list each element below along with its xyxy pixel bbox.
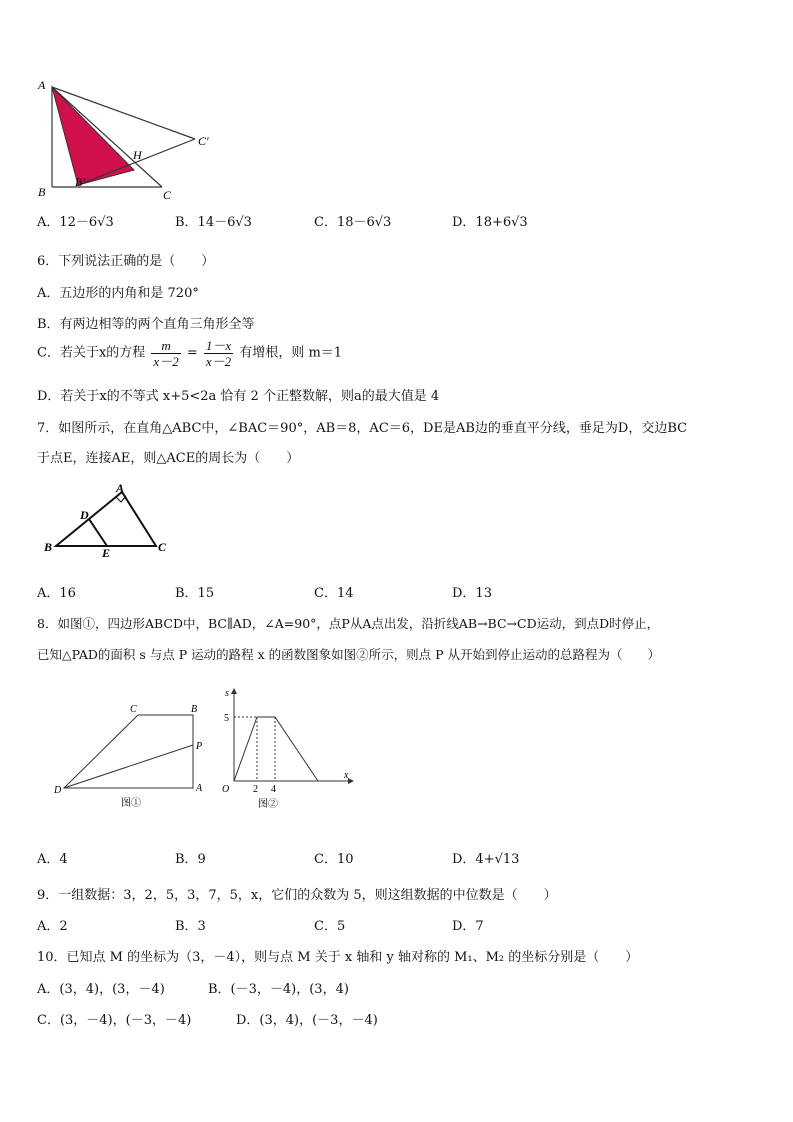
q6-frac1-den: x－2	[153, 354, 179, 369]
q6-option-a: A．五边形的内角和是 720°	[37, 286, 199, 301]
q6-frac1-num: m	[151, 338, 180, 354]
q5-option-a: A．12－6√3	[37, 215, 114, 230]
q8-fig1-label-P: P	[196, 741, 203, 752]
q6-option-b: B．有两边相等的两个直角三角形全等	[37, 317, 255, 332]
q5-option-d: D．18+6√3	[452, 215, 528, 230]
q8-option-a: A．4	[37, 852, 68, 867]
q8-fig2-tick-2: 2	[253, 784, 258, 795]
q6-fraction-2	[204, 338, 233, 369]
q7-option-a: A．16	[37, 586, 76, 601]
q6-fraction-1	[151, 338, 180, 369]
q8-option-d: D．4+√13	[452, 852, 520, 867]
q7-option-b: B．15	[175, 586, 215, 601]
q6-stem: 6．下列说法正确的是（ ）	[37, 254, 215, 269]
q9-option-a: A．2	[37, 919, 68, 934]
q7-label-B: B	[44, 540, 53, 554]
q8-fig1-label-C: C	[130, 704, 137, 715]
q8-fig2-origin: O	[222, 784, 230, 795]
q7-label-E: E	[102, 546, 111, 558]
q8-stem-line2: 已知△PAD的面积 s 与点 P 运动的路程 x 的函数图象如图②所示，则点 P 从开始到停止运动的总路程为（ ）	[37, 647, 660, 662]
q10-option-c: C．(3，－4)，(－3，－4)	[37, 1013, 192, 1028]
q8-figure-2	[220, 686, 360, 816]
q5-label-Bprime: B′	[75, 175, 85, 189]
q5-option-c: C．18－6√3	[314, 215, 392, 230]
q8-option-c: C．10	[314, 852, 354, 867]
q6-option-c-pre: C．若关于x的方程	[37, 345, 146, 361]
q5-label-H: H	[133, 148, 142, 162]
q7-option-c: C．14	[314, 586, 354, 601]
q8-fig1-label-B: B	[191, 704, 198, 715]
q6-option-c	[37, 338, 342, 369]
q8-fig2-caption: 图②	[258, 799, 278, 810]
q7-label-A: A	[116, 481, 125, 495]
q5-label-C: C	[163, 188, 172, 202]
q8-fig2-axis-x: x	[344, 770, 349, 781]
q6-option-d: D．若关于x的不等式 x+5<2a 恰有 2 个正整数解，则a的最大值是 4	[37, 389, 440, 404]
q10-option-a: A．(3，4)，(3，－4)	[37, 982, 165, 997]
q9-option-d: D．7	[452, 919, 484, 934]
q8-fig2-axis-s: s	[225, 688, 229, 699]
q7-label-D: D	[80, 508, 89, 522]
q5-label-A: A	[38, 78, 46, 92]
q8-fig1-label-A: A	[196, 783, 203, 794]
q5-label-B: B	[38, 185, 46, 199]
q8-fig2-tick-5: 5	[224, 713, 229, 724]
q9-option-c: C．5	[314, 919, 346, 934]
q10-option-d: D．(3，4)，(－3，－4)	[236, 1013, 378, 1028]
q5-label-Cprime: C′	[198, 134, 209, 148]
q7-figure	[40, 478, 180, 558]
q9-option-b: B．3	[175, 919, 206, 934]
q7-stem-line1: 7．如图所示，在直角△ABC中，∠BAC＝90°，AB＝8，AC＝6，DE是AB边的垂直平分线，垂足为D，交边BC	[37, 421, 688, 436]
q8-fig2-tick-4: 4	[271, 784, 276, 795]
q8-stem-line1: 8．如图①，四边形ABCD中，BC∥AD，∠A=90°，点P从A点出发，沿折线AB→BC→CD运动，到点D时停止，	[37, 616, 660, 631]
q5-option-b: B．14－6√3	[175, 215, 252, 230]
q10-option-b: B．(－3，－4)，(3，4)	[208, 982, 349, 997]
q8-fig1-label-D: D	[54, 785, 62, 796]
q6-frac2-den: x－2	[205, 354, 232, 369]
q9-stem: 9．一组数据：3，2，5，3，7，5，x，它们的众数为 5，则这组数据的中位数是（ ）	[37, 888, 557, 903]
q8-fig1-caption: 图①	[121, 798, 141, 809]
q7-label-C: C	[158, 540, 167, 554]
q8-figure-1	[48, 700, 208, 815]
q5-figure	[30, 75, 230, 205]
q7-option-d: D．13	[452, 586, 492, 601]
q10-stem: 10．已知点 M 的坐标为（3，－4），则与点 M 关于 x 轴和 y 轴对称的 M₁、M₂ 的坐标分别是（ ）	[37, 950, 639, 965]
q6-frac2-num: 1－x	[205, 338, 232, 353]
q6-equals: =	[186, 345, 198, 361]
q8-option-b: B．9	[175, 852, 206, 867]
q7-stem-line2: 于点E，连接AE，则△ACE的周长为（ ）	[37, 451, 300, 466]
q6-option-c-post: 有增根，则 m＝1	[239, 345, 343, 361]
